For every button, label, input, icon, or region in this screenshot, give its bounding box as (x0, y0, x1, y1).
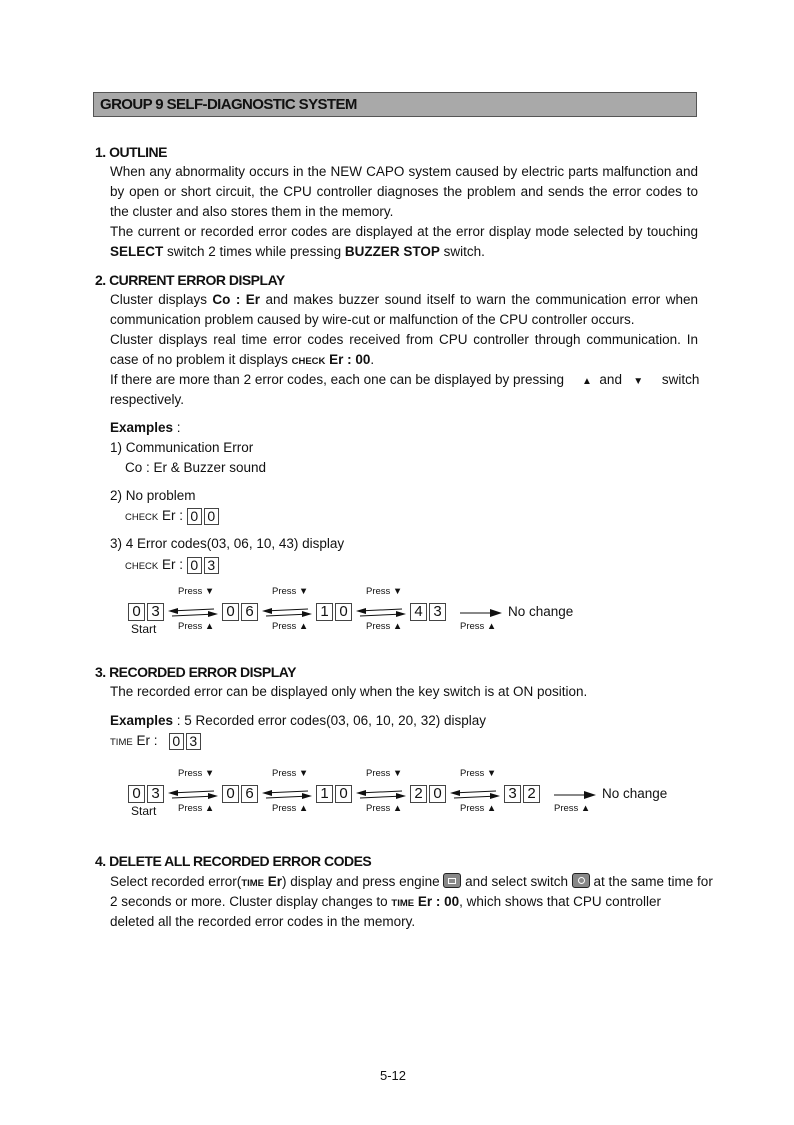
digit-box: 0 (335, 785, 352, 803)
press-up-label: Press ▲ (272, 803, 309, 814)
text: switch. (439, 244, 485, 259)
respectively-text: respectively. (110, 392, 185, 407)
section-title-bar (93, 92, 697, 117)
delete-codes-line-3: deleted all the recorded error codes in the memory. (110, 914, 416, 929)
bidirectional-arrow-icon (262, 605, 322, 619)
digit-box: 1 (316, 785, 333, 803)
text: : 5 Recorded error codes(03, 06, 10, 20, 32) display (173, 713, 486, 728)
group-title: GROUP 9 SELF-DIAGNOSTIC SYSTEM (100, 96, 357, 113)
recorded-error-paragraph: The recorded error can be displayed only when the key switch is at ON position. (110, 684, 588, 699)
start-label: Start (131, 804, 157, 818)
example-3-title: 3) 4 Error codes(03, 06, 10, 43) display (110, 536, 345, 551)
digit-box: 6 (241, 785, 258, 803)
text: Cluster displays real time error codes received from CPU controller through communication. In case of no problem it displays (110, 332, 698, 367)
text: The current or recorded error codes are displayed at the error display mode selected by touching (110, 224, 698, 239)
example-3-display (125, 555, 221, 577)
examples-bold: Examples (110, 713, 174, 728)
digit-box: 3 (147, 785, 164, 803)
page-number: 5-12 (380, 1068, 407, 1083)
text: . (370, 352, 375, 367)
example-2-title: 2) No problem (110, 488, 196, 503)
current-error-paragraph-1 (110, 290, 698, 330)
digit-box: 0 (222, 785, 239, 803)
outline-paragraph-1: When any abnormality occurs in the NEW CAPO system caused by electric parts malfunction and by open or short circuit, the CPU controller diagnoses the problem and sends the error codes to the cluster and also stores them in the memory. (110, 164, 698, 219)
digit-box: 3 (204, 557, 219, 574)
no-change-label: No change (602, 786, 668, 801)
press-down-label: Press ▼ (178, 586, 215, 597)
press-up-label: Press ▲ (178, 803, 215, 814)
digit-box: 3 (504, 785, 521, 803)
press-up-label: Press ▲ (272, 621, 309, 632)
digit-box: 0 (222, 603, 239, 621)
digit-box: 0 (335, 603, 352, 621)
check-keyword: CHECK (291, 356, 326, 367)
engine-switch-icon (443, 873, 461, 888)
example-1-title: 1) Communication Error (110, 440, 254, 455)
digit-box: 0 (187, 508, 202, 525)
press-down-label: Press ▼ (272, 768, 309, 779)
bidirectional-arrow-icon (168, 605, 228, 619)
er-00-keyword: Er : 00 (414, 894, 460, 909)
example-1-line: Co : Er & Buzzer sound (125, 460, 267, 475)
text: , which shows that CPU controller (459, 894, 661, 909)
digit-box: 0 (169, 733, 184, 750)
select-switch-icon (572, 873, 590, 888)
current-error-paragraph-3 (110, 370, 564, 390)
start-label: Start (131, 622, 157, 636)
error-code-display (128, 603, 166, 620)
press-up-label: Press ▲ (554, 803, 591, 814)
press-down-label: Press ▼ (272, 586, 309, 597)
time-keyword: TIME (241, 878, 265, 889)
bidirectional-arrow-icon (356, 605, 416, 619)
up-down-switch-text (582, 370, 699, 392)
digit-box: 3 (429, 603, 446, 621)
bidirectional-arrow-icon (356, 787, 416, 801)
example-2-display (125, 506, 221, 528)
press-up-label: Press ▲ (460, 803, 497, 814)
text: If there are more than 2 error codes, each one can be displayed by pressing (110, 372, 565, 387)
press-up-label: Press ▲ (366, 621, 403, 632)
digit-box: 2 (523, 785, 540, 803)
text: : (173, 420, 181, 435)
examples-label (110, 418, 181, 438)
check-label: CHECK (125, 512, 159, 523)
recorded-error-heading: 3. RECORDED ERROR DISPLAY (95, 664, 296, 680)
outline-paragraph-2 (110, 222, 698, 262)
digit-box: 4 (410, 603, 427, 621)
buzzer-stop-keyword: BUZZER STOP (344, 244, 440, 259)
press-down-label: Press ▼ (460, 768, 497, 779)
press-up-label: Press ▲ (178, 621, 215, 632)
no-change-label: No change (508, 604, 574, 619)
text: Select recorded error( (110, 874, 242, 889)
text: switch (661, 372, 700, 387)
digit-box: 3 (186, 733, 201, 750)
er-keyword: Er (264, 874, 283, 889)
down-triangle-icon: ▼ (633, 376, 644, 387)
right-arrow-icon (554, 790, 598, 800)
press-down-label: Press ▼ (178, 768, 215, 779)
press-down-label: Press ▼ (366, 768, 403, 779)
recorded-examples-line (110, 711, 486, 731)
digit-box: 0 (128, 785, 145, 803)
text: at the same time for (593, 874, 713, 889)
time-label: TIME (110, 737, 133, 748)
digit-box: 0 (187, 557, 202, 574)
digit-box: 2 (410, 785, 427, 803)
error-code-display (128, 785, 166, 802)
select-keyword: SELECT (110, 244, 164, 259)
digit-box: 6 (241, 603, 258, 621)
press-down-label: Press ▼ (366, 586, 403, 597)
current-error-paragraph-2 (110, 330, 698, 372)
press-up-label: Press ▲ (366, 803, 403, 814)
er-00-keyword: Er : 00 (325, 352, 371, 367)
bidirectional-arrow-icon (168, 787, 228, 801)
current-error-heading: 2. CURRENT ERROR DISPLAY (95, 272, 285, 288)
text: 2 seconds or more. Cluster display changes to (110, 894, 392, 909)
bidirectional-arrow-icon (450, 787, 510, 801)
up-triangle-icon: ▲ (582, 376, 592, 387)
digit-box: 0 (204, 508, 219, 525)
text: and select switch (465, 874, 568, 889)
outline-heading: 1. OUTLINE (95, 144, 168, 160)
text: and (599, 372, 622, 387)
co-er-keyword: Co : Er (212, 292, 261, 307)
digit-box: 3 (147, 603, 164, 621)
delete-codes-line-2 (110, 892, 661, 914)
digit-box: 1 (316, 603, 333, 621)
check-label: CHECK (125, 561, 159, 572)
delete-codes-heading: 4. DELETE ALL RECORDED ERROR CODES (95, 853, 372, 869)
bidirectional-arrow-icon (262, 787, 322, 801)
text: Cluster displays (110, 292, 213, 307)
time-keyword: TIME (391, 898, 415, 909)
text: switch 2 times while pressing (163, 244, 345, 259)
delete-codes-line-1 (110, 872, 713, 894)
recorded-example-display (110, 731, 203, 753)
text: and makes buzzer sound itself to warn the communication error when communication problem caused by wire-cut or malfunction of the CPU controller occurs. (110, 292, 698, 327)
er-label: Er : (162, 508, 184, 523)
examples-bold: Examples (110, 420, 174, 435)
press-up-label: Press ▲ (460, 621, 497, 632)
er-label: Er : (136, 733, 158, 748)
text: ) display and press engine (282, 874, 440, 889)
right-arrow-icon (460, 608, 504, 618)
digit-box: 0 (429, 785, 446, 803)
digit-box: 0 (128, 603, 145, 621)
er-label: Er : (162, 557, 184, 572)
